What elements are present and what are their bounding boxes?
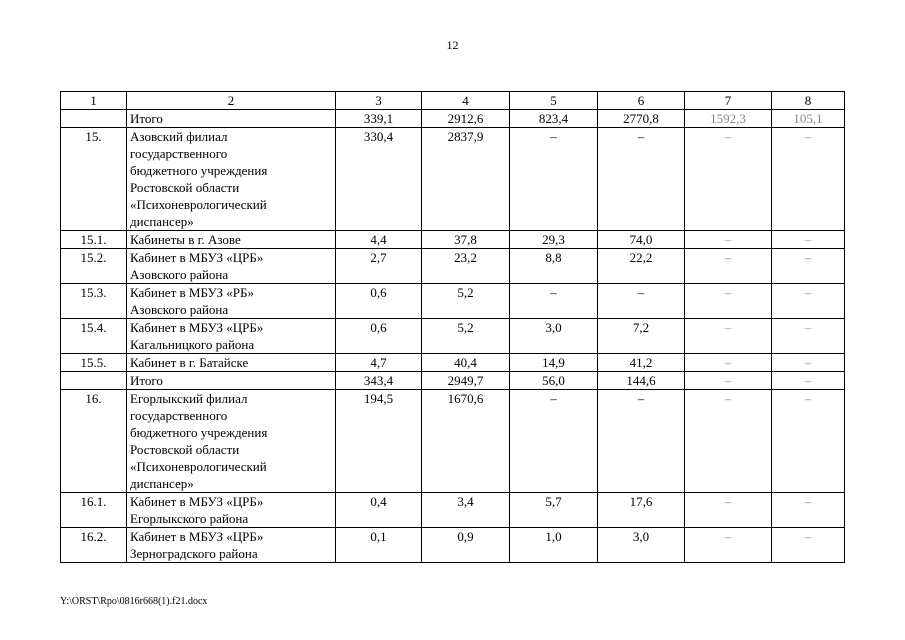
value-cell: 2949,7 (422, 372, 510, 390)
value-cell: 41,2 (598, 354, 685, 372)
value-cell: 5,7 (510, 493, 598, 528)
value-cell: – (685, 493, 772, 528)
header-cell: 7 (685, 92, 772, 110)
table-row (61, 354, 845, 372)
value-cell: 22,2 (598, 249, 685, 284)
table-row (61, 284, 845, 319)
header-cell: 2 (127, 92, 336, 110)
value-cell: 144,6 (598, 372, 685, 390)
value-cell: – (772, 128, 845, 231)
file-path-footer: Y:\ORST\Rpo\0816r668(1).f21.docx (60, 596, 208, 607)
value-cell: 17,6 (598, 493, 685, 528)
page-number: 12 (446, 38, 459, 52)
value-cell: 37,8 (422, 231, 510, 249)
value-cell: – (685, 231, 772, 249)
value-cell: 330,4 (336, 128, 422, 231)
value-cell: – (685, 354, 772, 372)
row-number-cell: 16.1. (61, 493, 127, 528)
value-cell: – (685, 372, 772, 390)
value-cell: 1,0 (510, 528, 598, 563)
row-number-cell: 15.4. (61, 319, 127, 354)
table-body (61, 92, 845, 563)
table-row (61, 528, 845, 563)
value-cell: – (685, 528, 772, 563)
table-row (61, 319, 845, 354)
value-cell: – (772, 231, 845, 249)
row-name-cell: Кабинеты в г. Азове (127, 231, 336, 249)
table-row (61, 231, 845, 249)
value-cell: 2837,9 (422, 128, 510, 231)
value-cell: 4,7 (336, 354, 422, 372)
row-name-cell: Кабинет в МБУЗ «ЦРБ» Азовского района (127, 249, 336, 284)
value-cell: 105,1 (772, 110, 845, 128)
value-cell: – (772, 319, 845, 354)
value-cell: – (772, 493, 845, 528)
row-number-cell: 15. (61, 128, 127, 231)
value-cell: – (685, 128, 772, 231)
value-cell: 0,1 (336, 528, 422, 563)
value-cell: – (598, 390, 685, 493)
header-cell: 5 (510, 92, 598, 110)
row-number-cell (61, 110, 127, 128)
value-cell: 3,4 (422, 493, 510, 528)
row-number-cell: 15.1. (61, 231, 127, 249)
header-cell: 1 (61, 92, 127, 110)
row-name-cell: Егорлыкский филиал государственного бюджетного учреждения Ростовской области «Психоневрологический диспансер» (127, 390, 336, 493)
value-cell: 29,3 (510, 231, 598, 249)
row-name-cell: Итого (127, 110, 336, 128)
value-cell: – (598, 284, 685, 319)
value-cell: 7,2 (598, 319, 685, 354)
value-cell: 2912,6 (422, 110, 510, 128)
row-number-cell: 15.2. (61, 249, 127, 284)
row-name-cell: Итого (127, 372, 336, 390)
table-row (61, 390, 845, 493)
value-cell: – (772, 284, 845, 319)
row-name-cell: Кабинет в г. Батайске (127, 354, 336, 372)
row-name-cell: Кабинет в МБУЗ «ЦРБ» Зерноградского района (127, 528, 336, 563)
value-cell: 0,9 (422, 528, 510, 563)
value-cell: – (685, 284, 772, 319)
value-cell: 823,4 (510, 110, 598, 128)
table-row (61, 128, 845, 231)
row-number-cell: 16.2. (61, 528, 127, 563)
table-row (61, 372, 845, 390)
row-name-cell: Кабинет в МБУЗ «ЦРБ» Кагальницкого района (127, 319, 336, 354)
value-cell: 0,6 (336, 319, 422, 354)
header-cell: 8 (772, 92, 845, 110)
value-cell: 5,2 (422, 319, 510, 354)
value-cell: – (510, 128, 598, 231)
value-cell: 2,7 (336, 249, 422, 284)
value-cell: 339,1 (336, 110, 422, 128)
value-cell: 23,2 (422, 249, 510, 284)
value-cell: – (685, 319, 772, 354)
row-name-cell: Кабинет в МБУЗ «РБ» Азовского района (127, 284, 336, 319)
value-cell: 1592,3 (685, 110, 772, 128)
row-number-cell (61, 372, 127, 390)
value-cell: 40,4 (422, 354, 510, 372)
row-number-cell: 16. (61, 390, 127, 493)
value-cell: 2770,8 (598, 110, 685, 128)
value-cell: 194,5 (336, 390, 422, 493)
value-cell: – (772, 528, 845, 563)
row-number-cell: 15.5. (61, 354, 127, 372)
header-cell: 6 (598, 92, 685, 110)
data-table (60, 91, 845, 563)
value-cell: 0,4 (336, 493, 422, 528)
value-cell: 56,0 (510, 372, 598, 390)
value-cell: 343,4 (336, 372, 422, 390)
value-cell: – (685, 390, 772, 493)
value-cell: 1670,6 (422, 390, 510, 493)
value-cell: – (685, 249, 772, 284)
table-row (61, 110, 845, 128)
row-name-cell: Азовский филиал государственного бюджетного учреждения Ростовской области «Психоневрологический диспансер» (127, 128, 336, 231)
value-cell: – (772, 249, 845, 284)
value-cell: – (598, 128, 685, 231)
value-cell: – (772, 372, 845, 390)
value-cell: – (772, 354, 845, 372)
header-cell: 4 (422, 92, 510, 110)
value-cell: 8,8 (510, 249, 598, 284)
table-row (61, 249, 845, 284)
table-row (61, 493, 845, 528)
value-cell: 14,9 (510, 354, 598, 372)
value-cell: 5,2 (422, 284, 510, 319)
table-header-row (61, 92, 845, 110)
value-cell: 3,0 (510, 319, 598, 354)
value-cell: 3,0 (598, 528, 685, 563)
value-cell: 0,6 (336, 284, 422, 319)
value-cell: – (772, 390, 845, 493)
value-cell: – (510, 284, 598, 319)
value-cell: 74,0 (598, 231, 685, 249)
value-cell: 4,4 (336, 231, 422, 249)
row-name-cell: Кабинет в МБУЗ «ЦРБ» Егорлыкского района (127, 493, 336, 528)
header-cell: 3 (336, 92, 422, 110)
row-number-cell: 15.3. (61, 284, 127, 319)
value-cell: – (510, 390, 598, 493)
